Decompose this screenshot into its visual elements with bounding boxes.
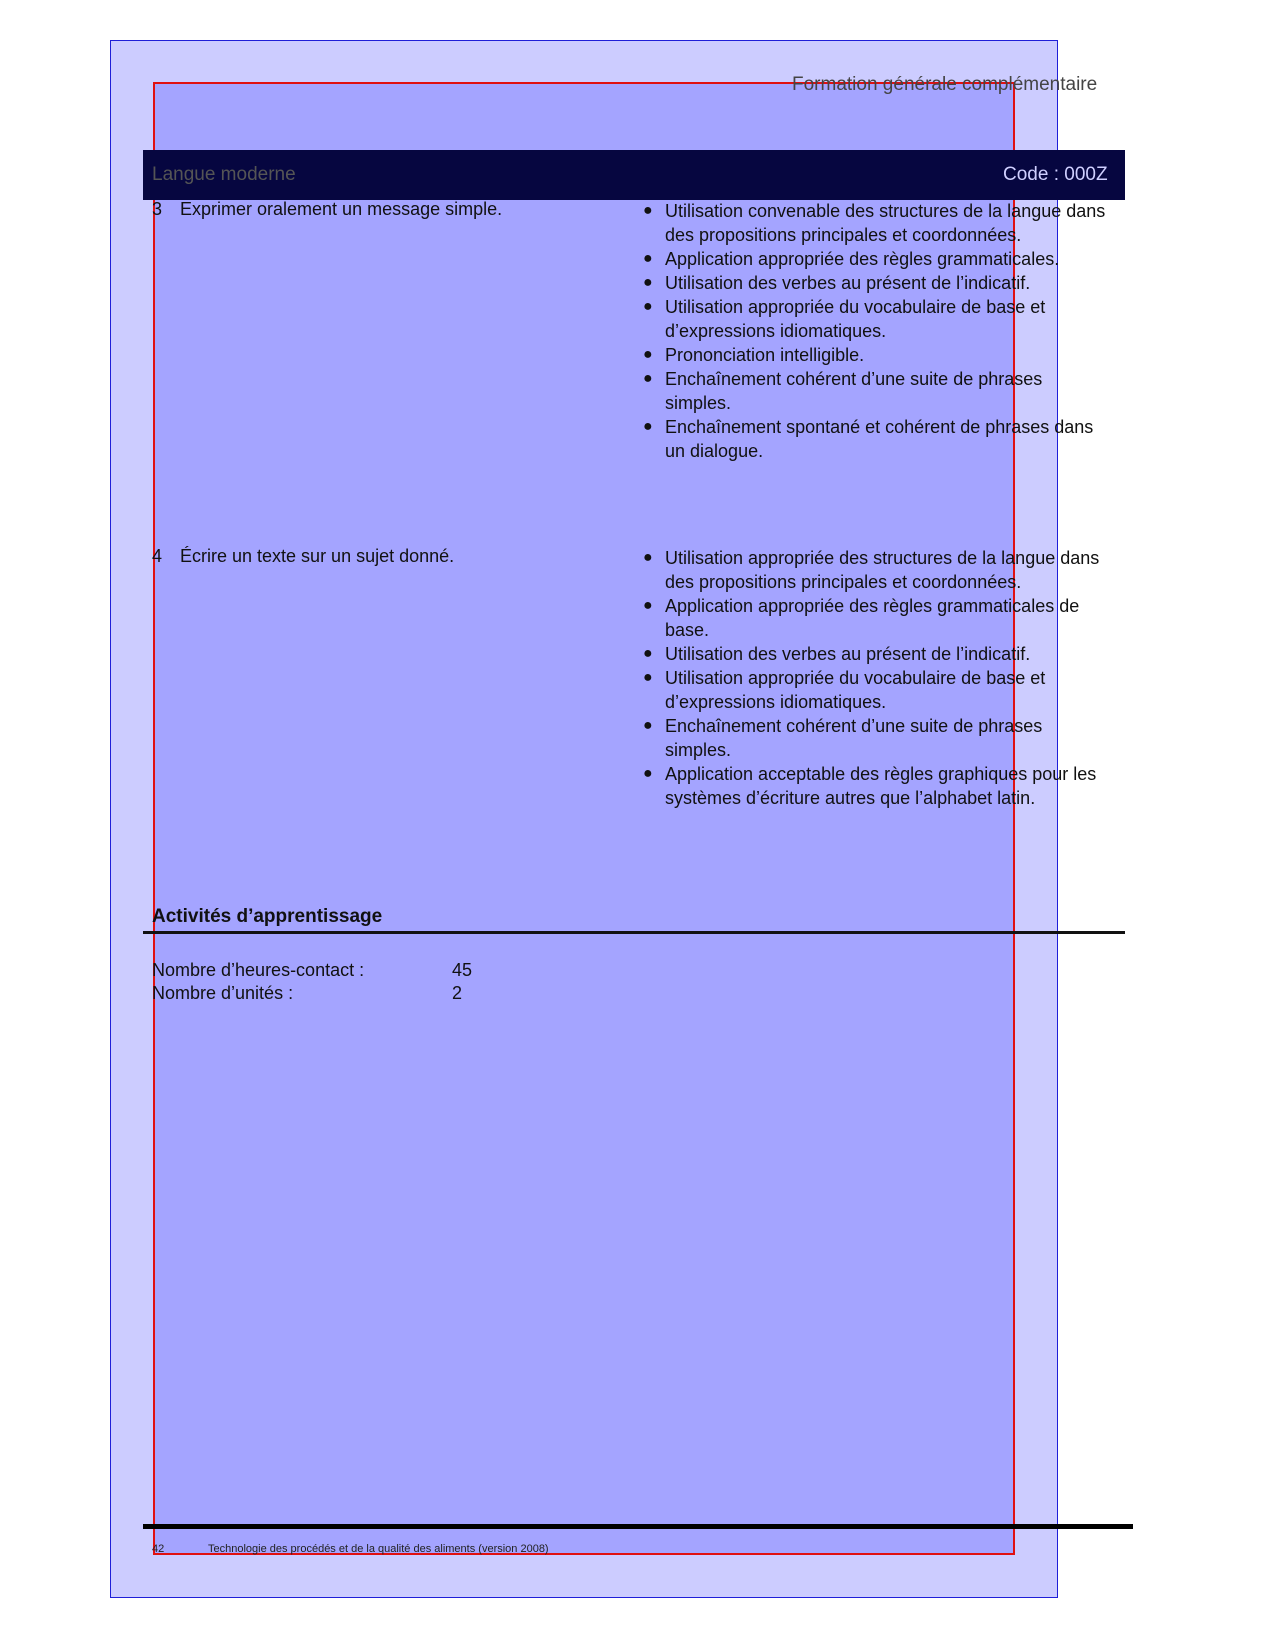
objective-number: 4 [152, 546, 163, 566]
criterion-item: ● Application appropriée des règles grammaticales. [643, 249, 1060, 269]
criterion-item: ● Application appropriée des règles grammaticales de base. [643, 596, 1080, 640]
criterion-item: ● Enchaînement cohérent d’une suite de phrases simples. [643, 369, 1043, 413]
activities-title: Activités d’apprentissage [152, 906, 383, 927]
bullet-icon: ● [643, 346, 653, 363]
bullet-icon: ● [643, 669, 653, 686]
bullet-icon: ● [643, 765, 653, 782]
bullet-icon: ● [643, 597, 653, 614]
bullet-icon: ● [643, 549, 653, 566]
objective-text: Exprimer oralement un message simple. [180, 199, 503, 219]
hours-value: 45 [452, 960, 473, 980]
footer-divider [143, 1524, 1133, 1529]
criterion-item: ● Enchaînement spontané et cohérent de phrases dans un dialogue. [643, 417, 1094, 461]
criterion-item: ● Utilisation des verbes au présent de l’indicatif. [643, 644, 1031, 664]
criterion-item: ● Prononciation intelligible. [643, 345, 865, 365]
page-number: 42 [152, 1543, 165, 1555]
criterion-item: ● Utilisation des verbes au présent de l’indicatif. [643, 273, 1031, 293]
hours-label: Nombre d’heures-contact : [152, 960, 365, 980]
bullet-icon: ● [643, 250, 653, 267]
criterion-item: ● Application acceptable des règles graphiques pour les systèmes d’écriture autres que l’alphabet latin. [643, 764, 1097, 808]
bullet-icon: ● [643, 645, 653, 662]
bullet-icon: ● [643, 370, 653, 387]
criterion-item: ● Utilisation appropriée du vocabulaire de base et d’expressions idiomatiques. [643, 297, 1046, 341]
bullet-icon: ● [643, 298, 653, 315]
bullet-icon: ● [643, 202, 653, 219]
criterion-item: ● Utilisation convenable des structures de la langue dans des propositions principales et coordonnées. [643, 201, 1106, 245]
bullet-icon: ● [643, 717, 653, 734]
section-divider [143, 931, 1125, 934]
subject-title: Langue moderne [152, 164, 296, 185]
criterion-item: ● Utilisation appropriée des structures de la langue dans des propositions principales et coordonnées. [643, 548, 1100, 592]
bullet-icon: ● [643, 274, 653, 291]
footer-text: Technologie des procédés et de la qualité des aliments (version 2008) [208, 1543, 549, 1555]
criterion-item: ● Utilisation appropriée du vocabulaire de base et d’expressions idiomatiques. [643, 668, 1046, 712]
units-label: Nombre d’unités : [152, 983, 294, 1003]
objective-text: Écrire un texte sur un sujet donné. [180, 546, 455, 566]
criterion-item: ● Enchaînement cohérent d’une suite de phrases simples. [643, 716, 1043, 760]
units-value: 2 [452, 983, 463, 1003]
criteria-list [643, 546, 1113, 810]
bullet-icon: ● [643, 418, 653, 435]
criteria-list [643, 199, 1113, 463]
program-header: Formation générale complémentaire [792, 74, 1098, 95]
subject-code: Code : 000Z [1003, 164, 1108, 185]
objective-number: 3 [152, 199, 163, 219]
